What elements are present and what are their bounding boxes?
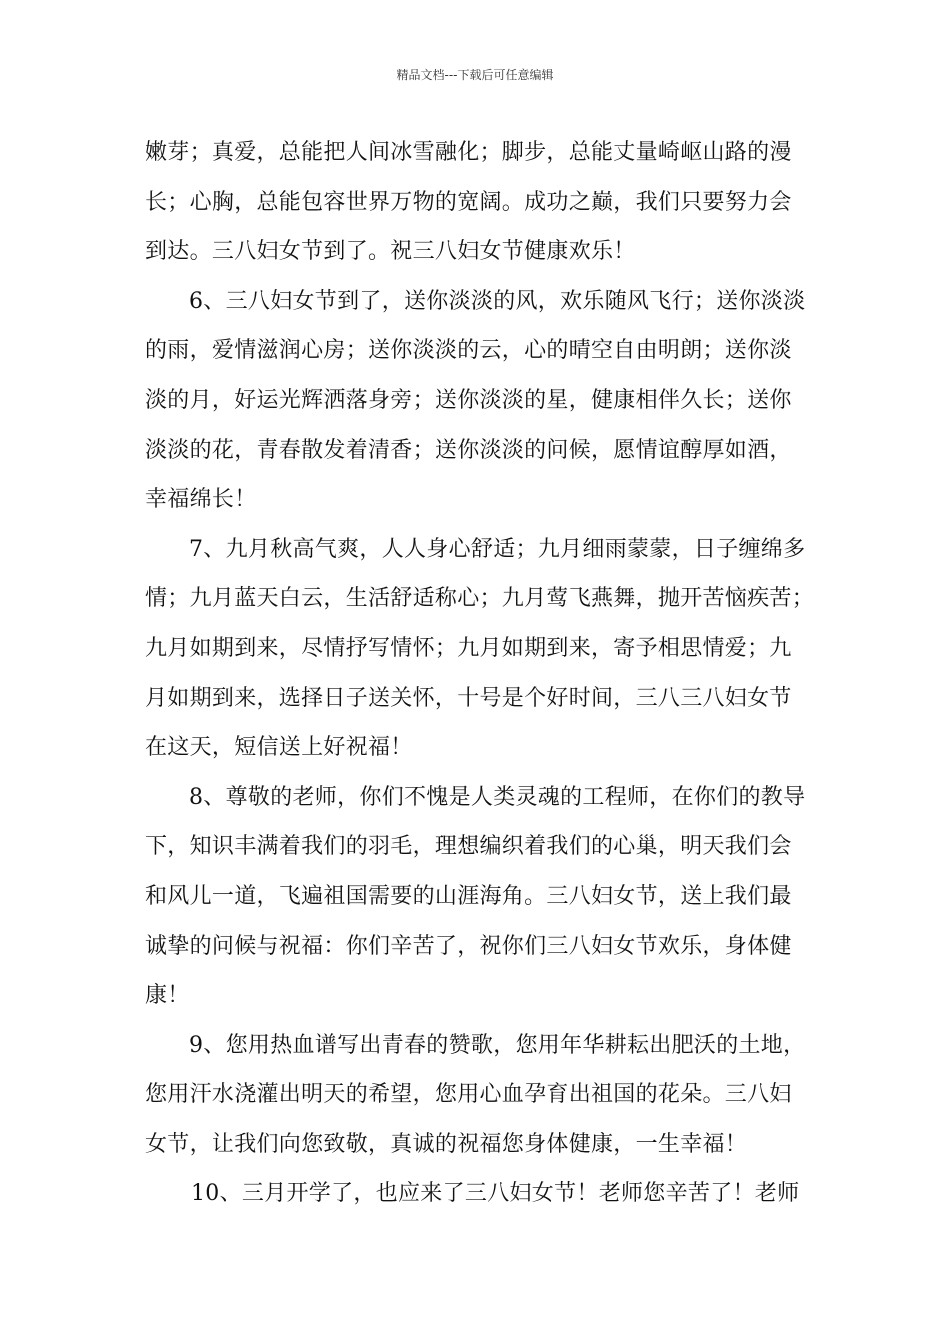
paragraph — [145, 525, 815, 773]
text-line: 九月如期到来，尽情抒写情怀；九月如期到来，寄予相思情爱；九 — [145, 635, 792, 661]
text-line: 淡的月，好运光辉洒落身旁；送你淡淡的星，健康相伴久长；送你 — [145, 387, 792, 413]
text-line: 的雨，爱情滋润心房；送你淡淡的云，心的晴空自由明朗；送你淡 — [145, 338, 792, 364]
text-line: 嫩芽；真爱，总能把人间冰雪融化；脚步，总能丈量崎岖山路的漫 — [145, 140, 792, 165]
text-line: 6、三八妇女节到了，送你淡淡的风，欢乐随风飞行；送你淡淡 — [189, 288, 806, 314]
text-line: 诚挚的问候与祝福：你们辛苦了，祝你们三八妇女节欢乐，身体健 — [145, 933, 792, 959]
paragraph — [145, 277, 810, 525]
paragraph — [145, 773, 810, 1021]
text-line: 淡淡的花，青春散发着清香；送你淡淡的问候，愿情谊醇厚如酒， — [145, 437, 792, 463]
text-line: 康！ — [145, 983, 190, 1009]
text-line: 9、您用热血谱写出青春的赞歌，您用年华耕耘出肥沃的土地， — [189, 1032, 806, 1058]
paragraph — [145, 1169, 810, 1219]
text-line: 下，知识丰满着我们的羽毛，理想编织着我们的心巢，明天我们会 — [145, 834, 792, 860]
text-line: 女节，让我们向您致敬，真诚的祝福您身体健康，一生幸福！ — [145, 1131, 748, 1157]
text-line: 长；心胸，总能包容世界万物的宽阔。成功之巅，我们只要努力会 — [145, 189, 792, 215]
text-line: 月如期到来，选择日子送关怀，十号是个好时间，三八三八妇女节 — [145, 685, 792, 711]
body-text — [145, 128, 815, 1219]
text-line: 您用汗水浇灌出明天的希望，您用心血孕育出祖国的花朵。三八妇 — [145, 1082, 792, 1108]
text-line: 10、三月开学了，也应来了三八妇女节！老师您辛苦了！老师 — [191, 1181, 800, 1207]
text-line: 情；九月蓝天白云，生活舒适称心；九月莺飞燕舞，抛开苦恼疾苦； — [145, 586, 815, 612]
text-line: 8、尊敬的老师，你们不愧是人类灵魂的工程师，在你们的教导 — [189, 784, 806, 810]
paragraph — [145, 128, 810, 277]
text-line: 幸福绵长！ — [145, 487, 257, 513]
page-header: 精品文档---下载后可任意编辑 — [396, 68, 554, 82]
text-line: 在这天，短信送上好祝福！ — [145, 735, 413, 761]
text-line: 到达。三八妇女节到了。祝三八妇女节健康欢乐！ — [145, 239, 636, 265]
text-line: 和风儿一道，飞遍祖国需要的山涯海角。三八妇女节，送上我们最 — [145, 883, 792, 909]
text-line: 7、九月秋高气爽，人人身心舒适；九月细雨蒙蒙，日子缠绵多 — [189, 536, 806, 562]
paragraph — [145, 1021, 810, 1170]
